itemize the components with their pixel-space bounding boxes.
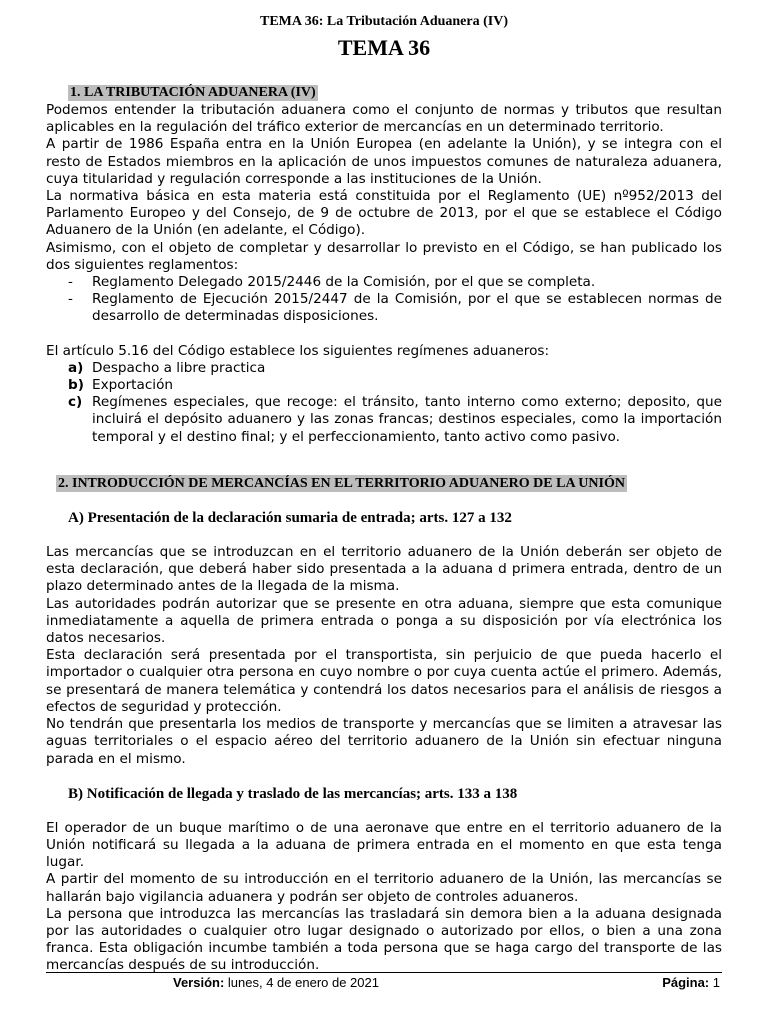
subsection-b-heading: B) Notificación de llegada y traslado de las mercancías; arts. 133 a 138 — [68, 785, 518, 802]
version-date: lunes, 4 de enero de 2021 — [224, 975, 379, 990]
paragraph: El operador de un buque marítimo o de una aeronave que entre en el territorio aduanero de la Unión notificará su llegada a la aduana de primera entrada en el momento en que esta tenga lugar. — [46, 819, 722, 871]
version-label: Versión: — [173, 975, 225, 990]
regimes-list — [46, 360, 722, 446]
letter-marker: c) — [68, 394, 83, 411]
list-item-text: Despacho a libre practica — [92, 359, 266, 376]
list-item — [46, 274, 722, 291]
subsection-a-heading: A) Presentación de la declaración sumaria de entrada; arts. 127 a 132 — [68, 510, 512, 527]
document-body — [46, 84, 722, 975]
page-value: 1 — [709, 975, 720, 990]
page-title: TEMA 36 — [337, 35, 431, 60]
dash-marker: - — [68, 291, 73, 308]
version-info — [173, 975, 379, 990]
spacer — [46, 527, 722, 544]
paragraph: A partir del momento de su introducción en el territorio aduanero de la Unión, las mercancías se hallarán bajo vigilancia aduanera y podrán ser objeto de controles aduaneros. — [46, 871, 722, 905]
paragraph: Esta declaración será presentada por el transportista, sin perjuicio de que pueda hacerlo el importador o cualquier otra persona en cuyo nombre o por cuya cuenta actúe el primero. Además, se presentará de manera telemática y contendrá los datos necesarios para el análisis de riesgos a efectos de seguridad y protección. — [46, 647, 722, 715]
list-item-text: Reglamento Delegado 2015/2446 de la Comisión, por el que se completa. — [92, 274, 596, 291]
footer-divider — [46, 972, 722, 973]
list-item-text: Regímenes especiales, que recoge: el tránsito, tanto interno como externo; deposito, que incluirá el depósito aduanero y las zonas francas; destinos especiales, como la importación temporal y el destino final; y el perfeccionamiento, tanto activo como pasivo. — [92, 394, 722, 445]
paragraph: Las mercancías que se introduzcan en el territorio aduanero de la Unión deberán ser objeto de esta declaración, que deberá haber sido presentada a la aduana d primera entrada, dentro de un plazo determinado antes de la llegada de la misma. — [46, 544, 722, 595]
paragraph: Asimismo, con el objeto de completar y desarrollar lo previsto en el Código, se han publicado los dos siguientes reglamentos: — [46, 239, 722, 273]
spacer — [46, 803, 722, 820]
section-2-heading: 2. INTRODUCCIÓN DE MERCANCÍAS EN EL TERRITORIO ADUANERO DE LA UNIÓN — [58, 475, 625, 491]
paragraph: Podemos entender la tributación aduanera como el conjunto de normas y tributos que resultan aplicables en la regulación del tráfico exterior de mercancías en un determinado territorio. — [46, 102, 722, 136]
paragraph: El artículo 5.16 del Código establece los siguientes regímenes aduaneros: — [46, 342, 550, 359]
page-label: Página: — [662, 975, 710, 990]
dash-marker: - — [68, 274, 73, 291]
spacer — [46, 326, 722, 343]
list-item — [46, 394, 722, 446]
letter-marker: b) — [68, 377, 84, 394]
letter-marker: a) — [68, 359, 84, 376]
list-item-text: Exportación — [92, 377, 174, 394]
paragraph: La persona que introduzca las mercancías las trasladará sin demora bien a la aduana designada por las autoridades o cualquier otro lugar designado o autorizado por ellos, o bien a una zona franca. Esta obligación incumbe también a toda persona que se haga cargo del transporte de las mercancías después de su introducción. — [46, 905, 722, 974]
running-title: TEMA 36: La Tributación Aduanera (IV) — [259, 14, 508, 29]
list-item — [46, 291, 722, 325]
list-item-text: Reglamento de Ejecución 2015/2447 de la Comisión, por el que se establecen normas de desarrollo de determinadas disposiciones. — [92, 291, 722, 325]
list-item — [46, 360, 722, 377]
regulations-list — [46, 274, 722, 326]
page-number — [662, 975, 720, 990]
paragraph: Las autoridades podrán autorizar que se presente en otra aduana, siempre que esta comunique inmediatamente a aquella de primera entrada o ponga a su disposición por vía electrónica los datos necesarios. — [46, 595, 722, 647]
list-item — [46, 377, 722, 394]
section-1-heading: 1. LA TRIBUTACIÓN ADUANERA (IV) — [70, 85, 316, 100]
paragraph: No tendrán que presentarla los medios de transporte y mercancías que se limiten a atravesar las aguas territoriales o el espacio aéreo del territorio aduanero de la Unión sin efectuar ninguna parada en el mismo. — [46, 716, 722, 767]
page-footer — [46, 975, 722, 993]
paragraph: A partir de 1986 España entra en la Unión Europea (en adelante la Unión), y se integra con el resto de Estados miembros en la aplicación de unos impuestos comunes de naturaleza aduanera, cuya titularidad y regulación corresponde a las instituciones de la Unión. — [46, 136, 722, 187]
paragraph: La normativa básica en esta materia está constituida por el Reglamento (UE) nº952/2013 del Parlamento Europeo y del Consejo, de 9 de octubre de 2013, por el que se establece el Código Aduanero de la Unión (en adelante, el Código). — [46, 188, 722, 239]
